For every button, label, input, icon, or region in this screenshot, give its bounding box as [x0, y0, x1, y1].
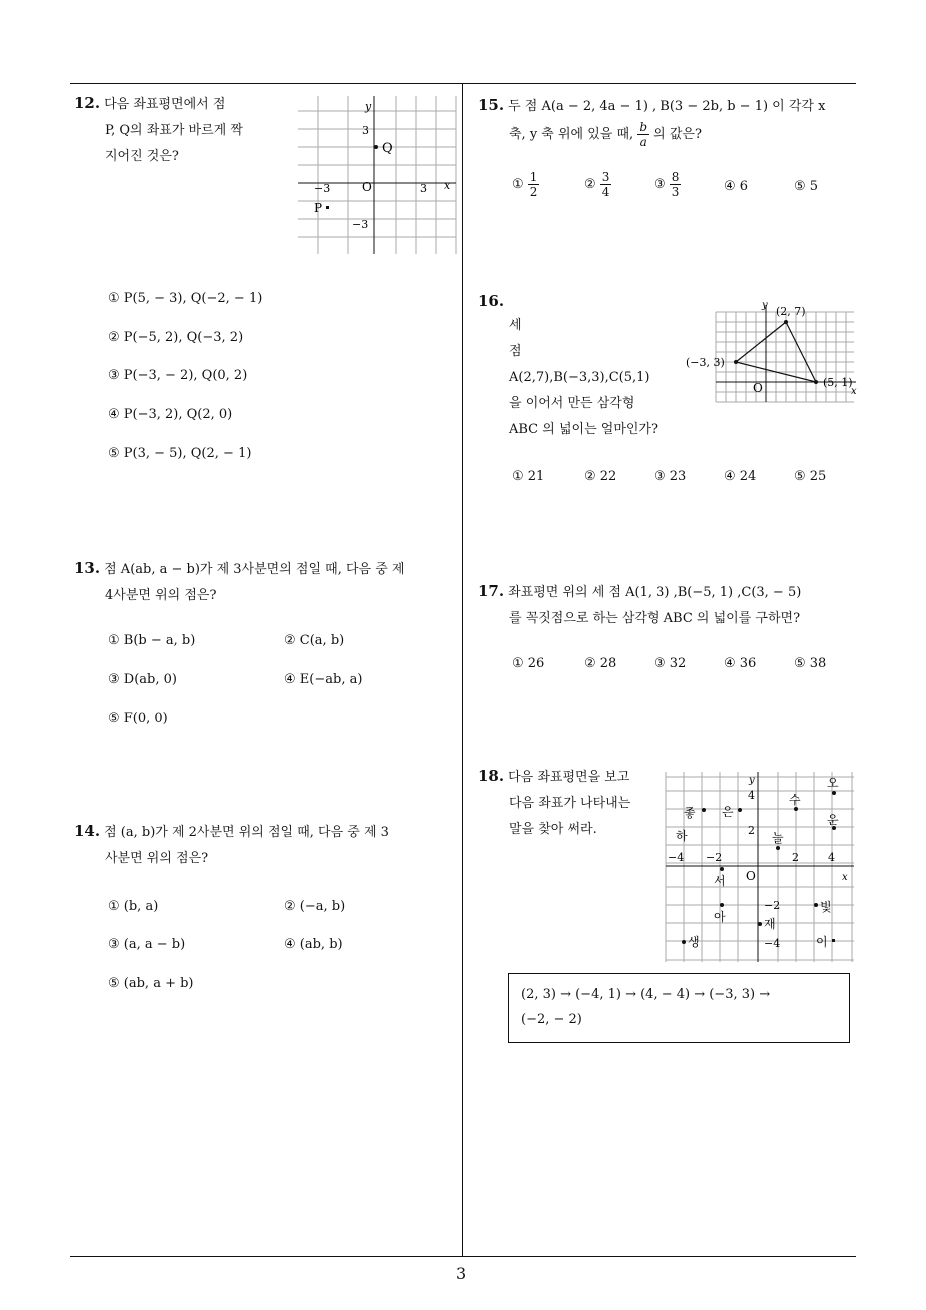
q16-option-5[interactable]: ⑤ 25 — [794, 469, 827, 484]
q18-yn4: −4 — [764, 937, 781, 950]
q12-option-3[interactable]: ③ P(−3, − 2), Q(0, 2) — [108, 368, 248, 383]
q15-frac-num: b — [639, 120, 648, 134]
q12-x-neg: −3 — [314, 182, 331, 195]
q12-q-label: Q — [382, 141, 393, 156]
q12-x-label: x — [444, 179, 451, 192]
q16-x-label: x — [851, 386, 857, 397]
q16-c-label: (5, 1) — [823, 376, 853, 389]
q18-dot-4 — [832, 791, 836, 795]
q15-number: 15. — [478, 96, 505, 114]
q18-x-label: x — [842, 872, 848, 883]
q16-origin: O — [753, 381, 763, 395]
q18-word-4: 오 — [827, 776, 839, 790]
q18-x4: 4 — [828, 851, 835, 864]
q18-word-3: 수 — [789, 793, 801, 807]
q18-word-7: 운 — [827, 813, 839, 827]
q15-opt1-den: 2 — [529, 185, 538, 199]
q15-option-1[interactable] — [512, 170, 539, 199]
q16-line4: 을 이어서 만든 삼각형 — [509, 396, 635, 411]
q18-word-11: 재 — [764, 917, 776, 931]
q15-opt2-num: 3 — [601, 170, 610, 184]
q18-dot-1 — [702, 808, 706, 812]
q12-y-neg: −3 — [352, 218, 369, 231]
column-divider — [462, 83, 463, 1257]
q12-line1: 다음 좌표평면에서 점 — [104, 97, 226, 112]
q13-line2: 4사분면 위의 점은? — [105, 588, 217, 603]
q17-number: 17. — [478, 582, 505, 600]
q18-word-10: 빛 — [820, 900, 832, 914]
q15-text — [478, 92, 863, 150]
q14-line1: 점 (a, b)가 제 2사분면 위의 점일 때, 다음 중 제 3 — [104, 825, 389, 840]
q12-graph — [298, 96, 460, 258]
q12-option-2[interactable]: ② P(−5, 2), Q(−3, 2) — [108, 330, 244, 345]
q18-word-12: 생 — [688, 935, 700, 949]
q18-dot-13 — [832, 939, 835, 942]
q15-option-2[interactable] — [584, 170, 611, 199]
q18-box-line2: (−2, − 2) — [521, 1012, 582, 1027]
q17-option-2[interactable]: ② 28 — [584, 656, 617, 671]
q12-option-1[interactable]: ① P(5, − 3), Q(−2, − 1) — [108, 291, 263, 306]
q12-line2: P, Q의 좌표가 바르게 짝 — [105, 123, 243, 138]
q18-line3: 말을 찾아 써라. — [509, 822, 597, 837]
q12-y-pos: 3 — [362, 124, 369, 137]
q15-frac-den: a — [639, 135, 647, 149]
q17-option-1[interactable]: ① 26 — [512, 656, 545, 671]
q12-x-pos: 3 — [420, 182, 427, 195]
q14-option-1[interactable]: ① (b, a) — [108, 899, 159, 914]
q14-number: 14. — [74, 822, 101, 840]
q14-option-2[interactable]: ② (−a, b) — [284, 899, 346, 914]
q16-option-2[interactable]: ② 22 — [584, 469, 617, 484]
q13-option-1[interactable]: ① B(b − a, b) — [108, 633, 196, 648]
q13-line1: 점 A(ab, a − b)가 제 3사분면의 점일 때, 다음 중 제 — [104, 562, 405, 577]
q18-dot-9 — [720, 903, 724, 907]
q14-option-3[interactable]: ③ (a, a − b) — [108, 937, 186, 952]
q16-y-label: y — [762, 300, 768, 311]
q12-option-4[interactable]: ④ P(−3, 2), Q(2, 0) — [108, 407, 233, 422]
q17-option-4[interactable]: ④ 36 — [724, 656, 757, 671]
q18-dot-3 — [794, 807, 798, 811]
q18-dot-11 — [758, 922, 762, 926]
q18-sequence-box — [508, 973, 850, 1043]
q15-opt3-num: 8 — [671, 170, 680, 184]
q16-a-label: (2, 7) — [776, 305, 806, 318]
q18-word-1: 좋 — [684, 806, 696, 820]
q16-point-c — [814, 380, 818, 384]
q17-option-5[interactable]: ⑤ 38 — [794, 656, 827, 671]
q16-b-label: (−3, 3) — [686, 356, 725, 369]
q15-opt4-value: 6 — [739, 179, 749, 194]
q18-origin: O — [746, 869, 756, 883]
q12-y-label: y — [365, 100, 372, 113]
q16-number-wrap — [478, 288, 508, 316]
q14-text — [74, 818, 459, 872]
q15-opt2-frac — [600, 170, 612, 199]
q16-line1: 세 — [509, 318, 522, 333]
q18-y4: 4 — [748, 789, 755, 802]
q16-option-1[interactable]: ① 21 — [512, 469, 545, 484]
q15-line2-post: 의 값은? — [653, 127, 702, 142]
q14-option-5[interactable]: ⑤ (ab, a + b) — [108, 976, 194, 991]
q16-number: 16. — [478, 292, 505, 310]
q15-opt1-frac — [528, 170, 540, 199]
q16-text — [509, 313, 709, 443]
q15-line2-pre: 축, y 축 위에 있을 때, — [509, 127, 634, 142]
q12-text — [74, 90, 294, 170]
q17-text — [478, 578, 863, 632]
q13-option-3[interactable]: ③ D(ab, 0) — [108, 672, 177, 687]
q12-option-5[interactable]: ⑤ P(3, − 5), Q(2, − 1) — [108, 446, 252, 461]
q13-number: 13. — [74, 559, 101, 577]
q18-y2: 2 — [748, 824, 755, 837]
q16-option-3[interactable]: ③ 23 — [654, 469, 687, 484]
q18-line1: 다음 좌표평면을 보고 — [508, 770, 630, 785]
q18-word-2: 은 — [722, 805, 734, 819]
q17-line2: 를 꼭짓점으로 하는 삼각형 ABC 의 넓이를 구하면? — [509, 611, 801, 626]
q15-opt3-den: 3 — [671, 185, 680, 199]
q15-opt1-marker: ① — [512, 177, 524, 192]
q18-word-13: 이 — [816, 935, 828, 949]
q14-line2: 사분면 위의 점은? — [105, 851, 209, 866]
q18-line2: 다음 좌표가 나타내는 — [509, 796, 631, 811]
bottom-rule — [70, 1256, 856, 1257]
q12-p-label: P — [314, 201, 323, 215]
q15-fraction — [637, 120, 649, 149]
q18-text — [478, 763, 658, 843]
q12-point-p — [326, 206, 329, 209]
q14-option-4[interactable]: ④ (ab, b) — [284, 937, 343, 952]
q13-option-5[interactable]: ⑤ F(0, 0) — [108, 711, 168, 726]
q15-opt5-marker: ⑤ — [794, 179, 806, 194]
q18-dot-6 — [776, 846, 780, 850]
q13-text — [74, 555, 459, 609]
q12-number: 12. — [74, 94, 101, 112]
q18-word-8: 서 — [714, 874, 726, 888]
q15-option-5[interactable] — [794, 179, 818, 194]
top-rule — [70, 83, 856, 84]
q15-opt2-den: 4 — [601, 185, 610, 199]
q12-point-q — [374, 145, 378, 149]
q15-opt5-value: 5 — [809, 179, 819, 194]
q15-option-4[interactable] — [724, 179, 748, 194]
q17-option-3[interactable]: ③ 32 — [654, 656, 687, 671]
page-number: 3 — [456, 1264, 467, 1283]
q13-option-4[interactable]: ④ E(−ab, a) — [284, 672, 363, 687]
q16-option-4[interactable]: ④ 24 — [724, 469, 757, 484]
q16-point-a — [784, 320, 788, 324]
q13-option-2[interactable]: ② C(a, b) — [284, 633, 345, 648]
q17-line1: 좌표평면 위의 세 점 A(1, 3) ,B(−5, 1) ,C(3, − 5) — [508, 585, 802, 600]
q18-dot-10 — [814, 903, 818, 907]
q18-x2: 2 — [792, 851, 799, 864]
q18-y-label: y — [749, 775, 755, 786]
q18-dot-2 — [738, 808, 742, 812]
q16-graph — [686, 300, 861, 405]
q12-line3: 지어진 것은? — [105, 149, 179, 164]
q15-opt1-num: 1 — [529, 170, 538, 184]
q18-xn4: −4 — [668, 851, 685, 864]
q18-word-9: 아 — [714, 910, 726, 924]
q15-opt3-frac — [670, 170, 682, 199]
q16-point-b — [734, 360, 738, 364]
q18-dot-12 — [682, 940, 686, 944]
q16-line3: A(2,7),B(−3,3),C(5,1) — [509, 370, 650, 385]
q18-yn2: −2 — [764, 899, 781, 912]
q18-word-6: 늘 — [772, 831, 784, 845]
q15-opt2-marker: ② — [584, 177, 596, 192]
q16-line2: 점 — [509, 344, 522, 359]
q18-xn2: −2 — [706, 851, 723, 864]
q15-option-3[interactable] — [654, 170, 681, 199]
q15-opt4-marker: ④ — [724, 179, 736, 194]
q18-word-5: 하 — [676, 829, 688, 843]
q18-box-line1: (2, 3) → (−4, 1) → (4, − 4) → (−3, 3) → — [521, 987, 771, 1002]
q18-dot-8 — [720, 867, 724, 871]
q16-line5: ABC 의 넓이는 얼마인가? — [509, 422, 658, 437]
q15-line1: 두 점 A(a − 2, 4a − 1) , B(3 − 2b, b − 1) 이 각각 x — [508, 99, 826, 114]
q18-graph — [664, 772, 856, 964]
q12-origin: O — [362, 180, 372, 194]
q15-opt3-marker: ③ — [654, 177, 666, 192]
q18-number: 18. — [478, 767, 505, 785]
